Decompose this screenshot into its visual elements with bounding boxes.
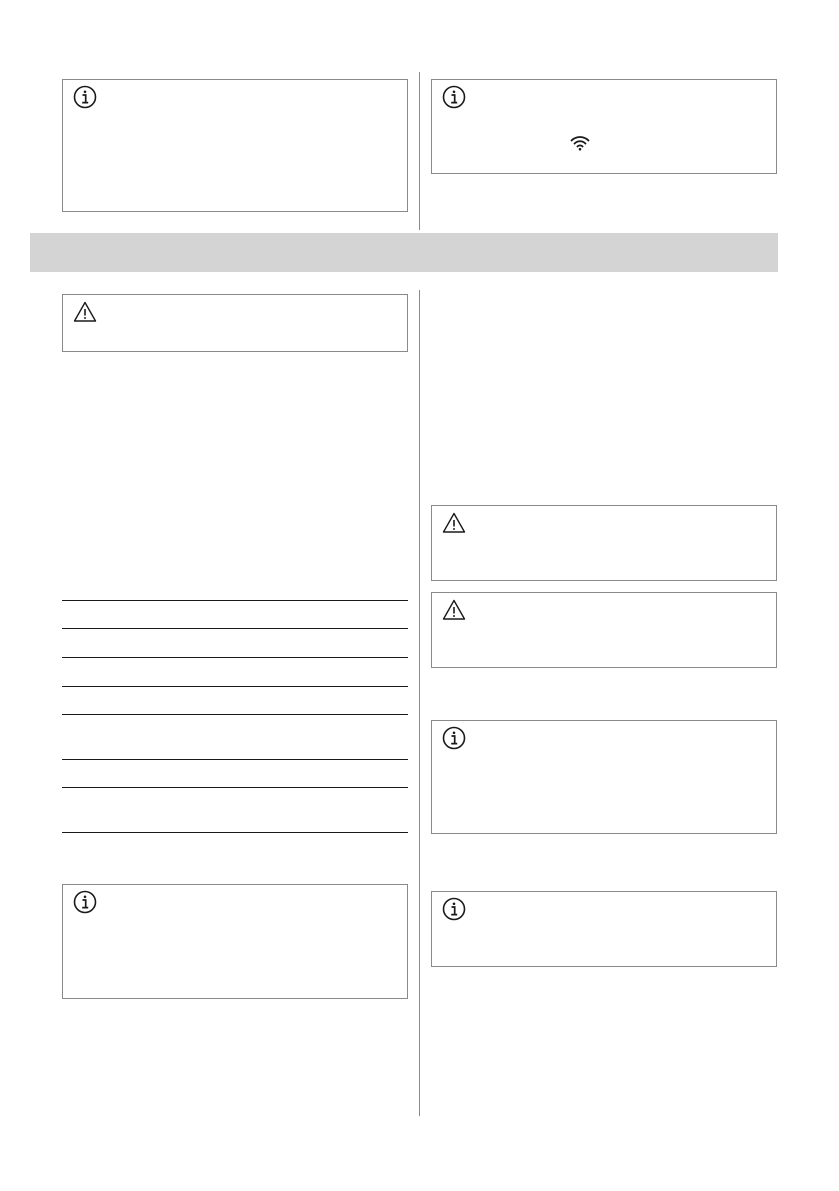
warning-triangle-icon: [442, 598, 466, 622]
table-row: [62, 600, 408, 601]
column-divider-main: [419, 290, 420, 1116]
warning-triangle-icon: [442, 511, 466, 535]
note-top-right: [431, 79, 777, 174]
info-circle-icon: [73, 85, 97, 109]
warning-right-1: [431, 505, 777, 581]
table-row: [62, 714, 408, 715]
table-row: [62, 832, 408, 833]
table-row: [62, 686, 408, 687]
info-circle-icon: [442, 85, 466, 109]
warning-left-1: [62, 294, 408, 352]
table-row: [62, 759, 408, 760]
info-circle-icon: [442, 897, 466, 921]
note-right-bottom: [431, 891, 777, 967]
warning-right-2: [431, 592, 777, 668]
warning-triangle-icon: [73, 300, 97, 324]
info-circle-icon: [442, 726, 466, 750]
info-circle-icon: [73, 890, 97, 914]
column-divider-top: [419, 72, 420, 230]
wifi-icon: [570, 135, 590, 151]
table-row: [62, 787, 408, 788]
table-row: [62, 628, 408, 629]
note-left-bottom: [62, 884, 408, 999]
note-right-mid: [431, 720, 777, 834]
section-heading-band: [30, 233, 778, 272]
note-top-left: [62, 79, 408, 212]
table-row: [62, 657, 408, 658]
